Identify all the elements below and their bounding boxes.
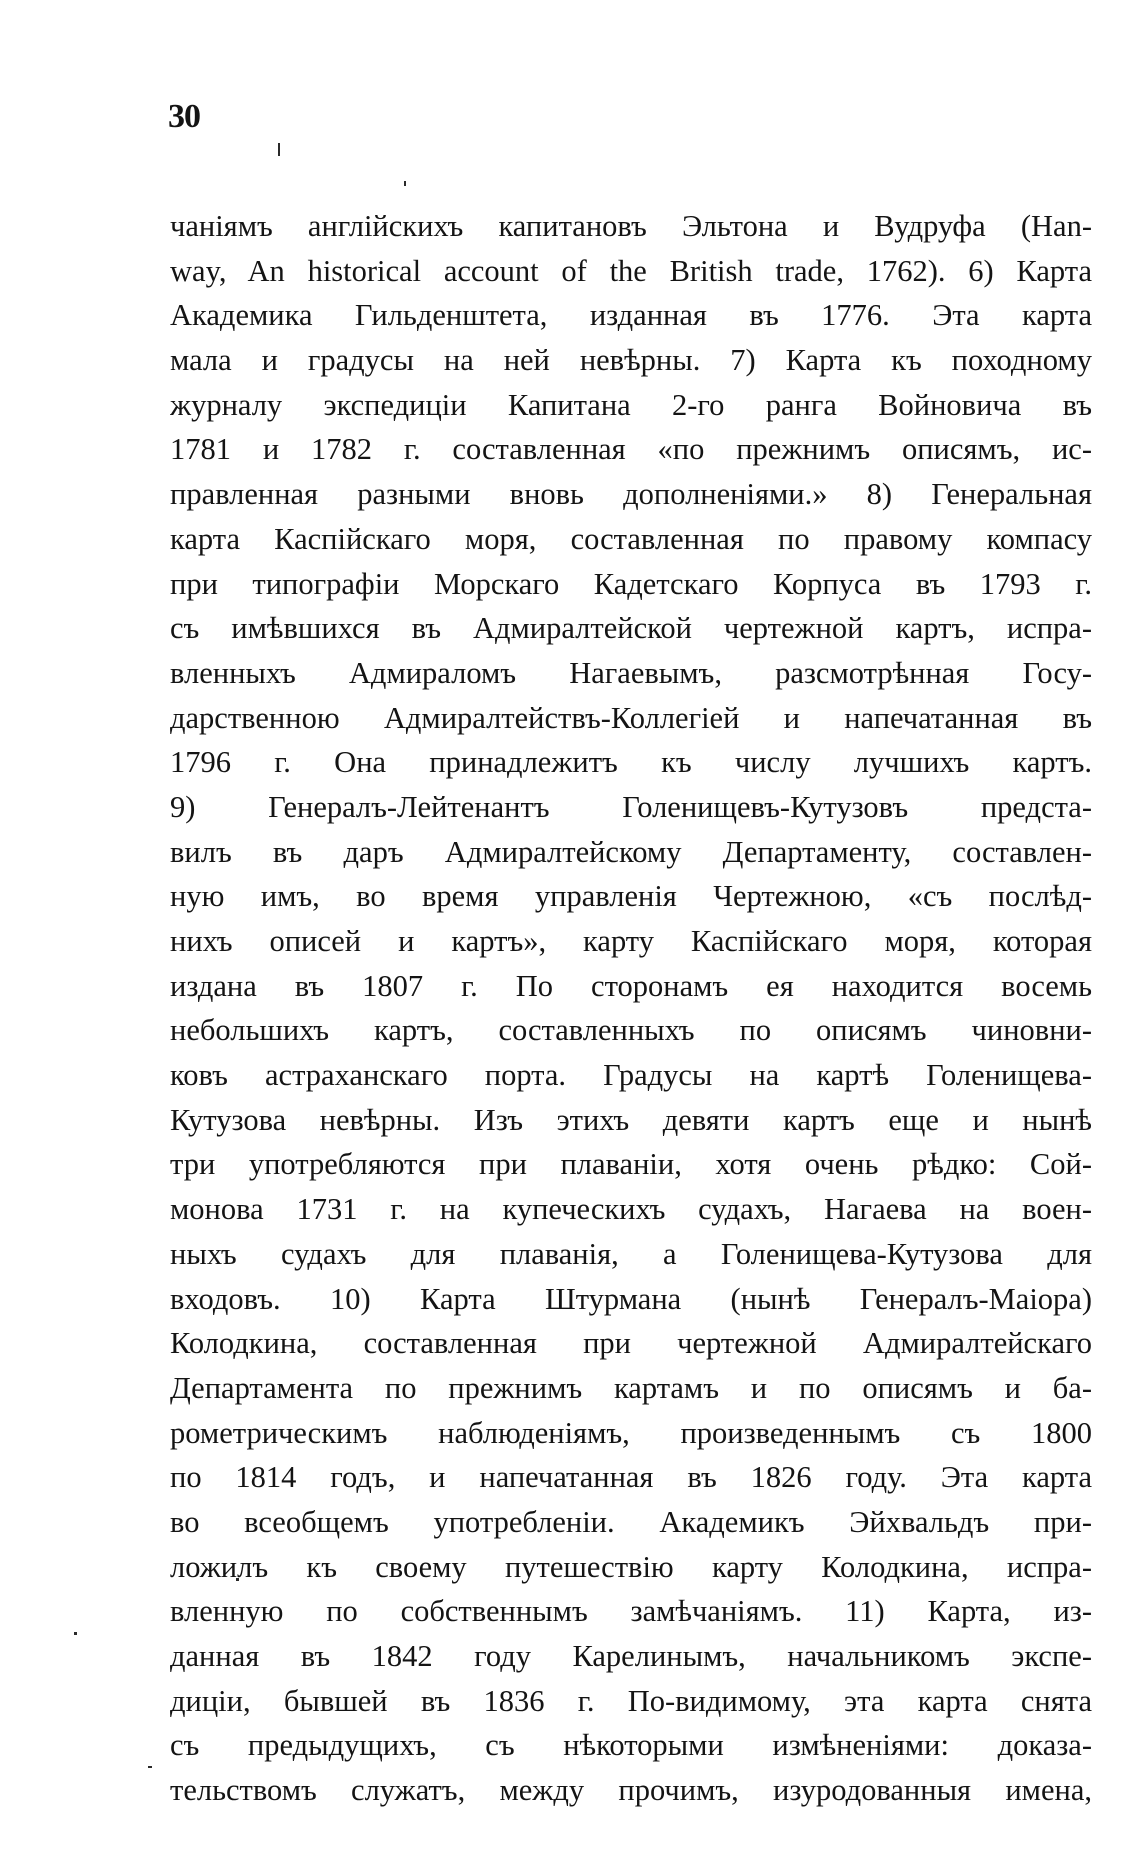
speck-mark (74, 1632, 77, 1635)
text-line: ложилъ къ своему путешествію карту Колодкина, испра- (170, 1549, 1092, 1584)
text-line: ковъ астраханскаго порта. Градусы на картѣ Голенищева- (170, 1058, 1092, 1093)
text-line: диціи, бывшей въ 1836 г. По-видимому, эта карта снята (170, 1683, 1092, 1718)
text-line: карта Каспійскаго моря, составленная по правому компасу (170, 521, 1092, 556)
text-line: три употребляются при плаваніи, хотя очень рѣдко: Сой- (170, 1147, 1092, 1182)
text-line: съ имѣвшихся въ Адмиралтейской чертежной картъ, испра- (170, 611, 1092, 646)
text-line: нихъ описей и картъ», карту Каспійскаго моря, которая (170, 924, 1092, 958)
text-line: вилъ въ даръ Адмиралтейскому Департаменту, составлен- (170, 834, 1092, 869)
text-line: при типографіи Морскаго Кадетскаго Корпуса въ 1793 г. (170, 566, 1092, 601)
text-line: данная въ 1842 году Карелинымъ, начальникомъ экспе- (170, 1639, 1092, 1673)
text-line: чаніямъ англійскихъ капитановъ Эльтона и Вудруфа (Han- (170, 209, 1092, 243)
text-line: монова 1731 г. на купеческихъ судахъ, Нагаева на воен- (170, 1192, 1092, 1227)
text-line: Колодкина, составленная при чертежной Адмиралтейскаго (170, 1326, 1092, 1361)
body-text (170, 204, 1092, 1813)
text-line: во всеобщемъ употребленіи. Академикъ Эйхвальдъ при- (170, 1504, 1092, 1539)
text-line: правленная разными вновь дополненіями.» 8) Генеральная (170, 477, 1092, 512)
text-line: way, An historical account of the British trade, 1762). 6) Карта (170, 253, 1092, 288)
text-line: мала и градусы на ней невѣрны. 7) Карта къ походному (170, 343, 1092, 378)
text-line: 1796 г. Она принадлежитъ къ числу лучшихъ картъ. (170, 745, 1092, 780)
text-line: тельствомъ служатъ, между прочимъ, изуродованныя имена, (170, 1773, 1092, 1808)
text-line: небольшихъ картъ, составленныхъ по описямъ чиновни- (170, 1013, 1092, 1048)
page-number: 30 (168, 98, 200, 135)
text-line: дарственною Адмиралтействъ-Коллегіей и напечатанная въ (170, 700, 1092, 735)
speck-mark (148, 1766, 152, 1768)
text-line: вленную по собственнымъ замѣчаніямъ. 11) Карта, из- (170, 1594, 1092, 1629)
text-line: 9) Генералъ-Лейтенантъ Голенищевъ-Кутузовъ предста- (170, 789, 1092, 824)
text-line: ныхъ судахъ для плаванія, а Голенищева-Кутузова для (170, 1236, 1092, 1271)
text-line: ную имъ, во время управленія Чертежною, «съ послѣд- (170, 879, 1092, 914)
text-line: входовъ. 10) Карта Штурмана (нынѣ Генералъ-Маіора) (170, 1281, 1092, 1316)
text-line: рометрическимъ наблюденіямъ, произведеннымъ съ 1800 (170, 1415, 1092, 1450)
text-line: издана въ 1807 г. По сторонамъ ея находится восемь (170, 968, 1092, 1003)
text-line: Академика Гильденштета, изданная въ 1776. Эта карта (170, 298, 1092, 333)
text-line: съ предыдущихъ, съ нѣкоторыми измѣненіями: доказа- (170, 1728, 1092, 1763)
speck-mark (404, 181, 406, 186)
text-line: по 1814 годъ, и напечатанная въ 1826 году. Эта карта (170, 1460, 1092, 1495)
text-line: 1781 и 1782 г. составленная «по прежнимъ описямъ, ис- (170, 432, 1092, 467)
text-line: Департамента по прежнимъ картамъ и по описямъ и ба- (170, 1370, 1092, 1405)
speck-mark (278, 143, 280, 156)
text-line: журналу экспедиціи Капитана 2-го ранга Войновича въ (170, 387, 1092, 422)
text-line: Кутузова невѣрны. Изъ этихъ девяти картъ еще и нынѣ (170, 1102, 1092, 1137)
text-line: вленныхъ Адмираломъ Нагаевымъ, разсмотрѣнная Госу- (170, 655, 1092, 690)
